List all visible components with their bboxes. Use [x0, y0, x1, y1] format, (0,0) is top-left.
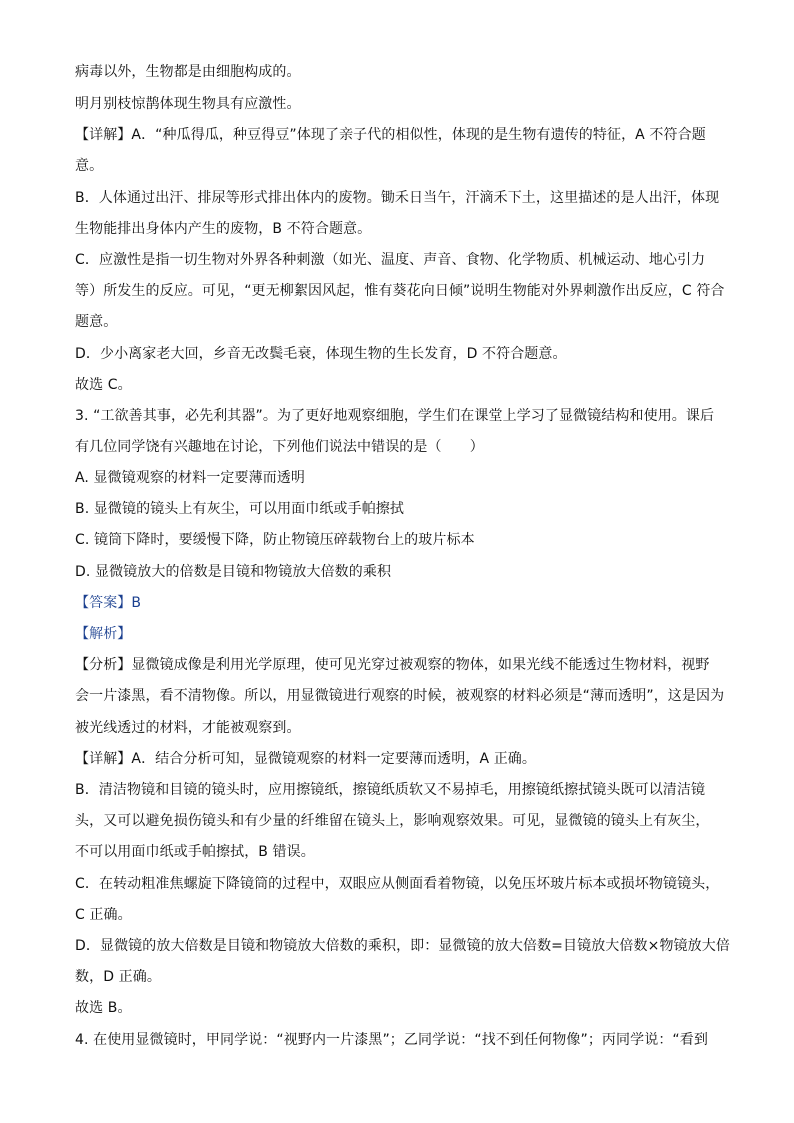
option-c: C. 镜筒下降时，要缓慢下降，防止物镜压碎载物台上的玻片标本	[75, 532, 475, 548]
text-line: D．少小离家老大回，乡音无改鬓毛衰，体现生物的生长发育，D 不符合题意。	[75, 346, 567, 362]
detail-line: C 正确。	[75, 907, 132, 923]
detail-line: 不可以用面巾纸或手帕擦拭，B 错误。	[75, 844, 315, 860]
analysis-line: 【分析】显微镜成像是利用光学原理，使可见光穿过被观察的物体，如果光线不能透过生物材料，视野	[75, 657, 710, 673]
text-line: 明月别枝惊鹊体现生物具有应激性。	[75, 96, 301, 112]
answer-choice-line: 故选 C。	[75, 377, 132, 393]
detail-line: 头，又可以避免损伤镜头和有少量的纤维留在镜头上，影响观察效果。可见，显微镜的镜头上有灰尘，	[75, 813, 710, 829]
option-d: D. 显微镜放大的倍数是目镜和物镜放大倍数的乘积	[75, 564, 392, 580]
text-line: 等）所发生的反应。可见，“更无柳絮因风起，惟有葵花向日倾”说明生物能对外界刺激作出反应，C 符合	[75, 283, 725, 299]
detail-line: 数，D 正确。	[75, 969, 161, 985]
text-line: B．人体通过出汗、排尿等形式排出体内的废物。锄禾日当午，汗滴禾下土，这里描述的是人出汗，体现	[75, 190, 720, 206]
analysis-line: 被光线透过的材料，才能被观察到。	[75, 720, 301, 736]
question-3-stem: 有几位同学饶有兴趣地在讨论，下列他们说法中错误的是（ ）	[75, 439, 484, 455]
option-b: B. 显微镜的镜头上有灰尘，可以用面巾纸或手帕擦拭	[75, 501, 405, 517]
detail-line: C．在转动粗准焦螺旋下降镜筒的过程中，双眼应从侧面看着物镜，以免压坏玻片标本或损坏物镜镜头，	[75, 876, 720, 892]
detail-heading-line: 【详解】A．“种瓜得瓜，种豆得豆”体现了亲子代的相似性，体现的是生物有遗传的特征，A 不符合题	[75, 127, 706, 143]
detail-line: 【详解】A．结合分析可知，显微镜观察的材料一定要薄而透明，A 正确。	[75, 751, 537, 767]
text-line: 生物能排出身体内产生的废物，B 不符合题意。	[75, 221, 372, 237]
question-3-stem: 3. “工欲善其事，必先利其器”。为了更好地观察细胞，学生们在课堂上学习了显微镜结构和使用。课后	[75, 408, 715, 424]
option-a: A. 显微镜观察的材料一定要薄而透明	[75, 470, 306, 486]
text-line: 意。	[75, 158, 104, 174]
text-line: 病毒以外，生物都是由细胞构成的。	[75, 64, 301, 80]
detail-line: D．显微镜的放大倍数是目镜和物镜放大倍数的乘积，即：显微镜的放大倍数=目镜放大倍数×物镜放大倍	[75, 938, 730, 954]
analysis-label: 【解析】	[75, 626, 132, 642]
analysis-line: 会一片漆黑，看不清物像。所以，用显微镜进行观察的时候，被观察的材料必须是“薄而透明”，这是因为	[75, 688, 725, 704]
text-line: C．应激性是指一切生物对外界各种刺激（如光、温度、声音、食物、化学物质、机械运动、地心引力	[75, 252, 706, 268]
text-line: 题意。	[75, 314, 118, 330]
question-4-stem: 4. 在使用显微镜时，甲同学说：“视野内一片漆黑”；乙同学说：“找不到任何物像”；丙同学说：“看到	[75, 1032, 708, 1048]
answer-choice-line: 故选 B。	[75, 1000, 132, 1016]
detail-line: B．清洁物镜和目镜的镜头时，应用擦镜纸，擦镜纸质软又不易掉毛，用擦镜纸擦拭镜头既可以清洁镜	[75, 782, 706, 798]
answer-label: 【答案】B	[75, 595, 142, 611]
